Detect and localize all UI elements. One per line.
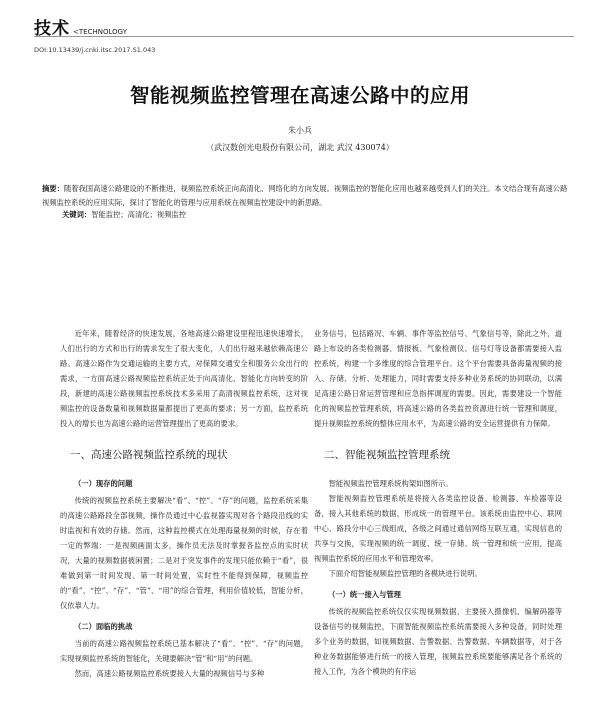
paragraph: 下面介绍智能视频监控管理的各模块进行说明。 [328, 569, 482, 578]
paragraph: 传统的视频监控系统仅仅实现视频数据、主要接入摄像机、编解码器等设备信号的视频监控，下面智能视频监控系统需要接入多种设备，同时处理多个业务的数据，如视频数据、告警数据、告警数据、车辆数据等，对于各种业务数据能够进行统一的接入管理，视频监控系统要能够满足各个系统的接入工作，为各个模块的有序运 [314, 607, 562, 676]
left-column [60, 326, 308, 681]
keywords-label: 关键词： [62, 210, 92, 219]
abstract-label: 摘要： [42, 184, 64, 193]
subsection-heading-1-2: （二）面临的挑战 [74, 622, 133, 631]
doi: DOI:10.13439/j.cnki.itsc.2017.S1.043 [34, 46, 156, 54]
subsection-heading-2-1: （一）统一接入与管理 [328, 590, 401, 599]
journal-brand: 技术 [34, 19, 70, 39]
paragraph: 智能视频监控管理系统是将接入各类监控设备、检测器、车检器等设备，接入其他系统的数据，形成统一的管理平台。该系统由监控中心、联网中心、路段分中心三级组成，各级之间通过通信网络互联互通，实现信息的共享与交换，实现视频的统一调度、统一存储、统一管理和统一应用，提高视频监控系统的应用水平和管理效率。 [314, 494, 562, 563]
affiliation: （武汉数创光电股份有限公司，湖北 武汉 430074） [206, 143, 394, 152]
paragraph: 当前的高速公路视频监控系统已基本解决了“看”、“控”、“存”的问题，实现视频监控系统的智能化，关键要解决“管”和“用”的问题。 [60, 639, 308, 663]
section-heading-2: 二、智能视频监控管理系统 [324, 449, 450, 461]
keywords [62, 210, 562, 220]
abstract [42, 182, 572, 210]
paragraph: 智能视频监控管理系统构架如图所示。 [328, 479, 453, 488]
keywords-text: 智能监控；高清化；视频监控 [91, 210, 187, 219]
section-heading-1: 一、高速公路视频监控系统的现状 [70, 449, 228, 461]
author: 朱小兵 [288, 126, 312, 135]
article-title: 智能视频监控管理在高速公路中的应用 [129, 84, 470, 107]
paragraph: 然而，高速公路视频监控系统要接入大量的视频信号与多种 [74, 669, 265, 678]
journal-brand-sub: <TECHNOLOGY [73, 28, 127, 36]
subsection-heading-1-1: （一）现存的问题 [74, 479, 133, 488]
header-rule [34, 36, 574, 37]
paragraph: 业务信号，包括路况、车辆、事件等监控信号、气象信号等，除此之外，道路上布设的各类检测器、情报板、气象检测仪、信号灯等设备都需要接入监控系统，构建一个多维度的综合管理平台。这个平台需要具备海量视频的接入、存储、分析、处理能力，同时需要支持多种业务系统的协同联动，以满足高速公路日常运营管理和应急指挥调度的需要。因此，需要建设一个智能化的视频监控管理系统，将高速公路的各类监控资源进行统一管理和调度，提升视频监控系统的整体应用水平，为高速公路的安全运营提供有力保障。 [314, 329, 562, 428]
abstract-text: 随着我国高速公路建设的不断推进，视频监控系统正向高清化、网络化的方向发展。视频监控的智能化应用也越来越受到人们的关注。本文结合现有高速公路视频监控系统的应用实际，探讨了智能化的管理与应用系统在视频监控建设中的新思路。 [42, 184, 568, 207]
paragraph: 传统的视频监控系统主要解决“看”、“控”、“存”的问题，监控系统采集的高速公路路段全部视频，操作员通过中心监视器实现对各个路段沿线的实时监视和有效的存储。然而，这种监控模式在处理海量视频的时候，存在着一定的弊端：一是视频画面太多，操作员无法及时掌握各监控点的实时状况，大量的视频数据被闲置；二是对于突发事件的发现只能依赖于“看”，很难做到第一时间发现、第一时间处置，实时性不能得到保障，视频监控的“看”、“控”、“存”、“管”、“用”的综合管理，利用价值较低，智能分析，仅依靠人力。 [60, 496, 308, 610]
right-column [314, 326, 562, 679]
intro-paragraph: 近年来，随着经济的快速发展，各地高速公路建设里程迅速快速增长，人们出行的方式和出行的需求发生了很大变化，人们出行越来越依赖高速公路。高速公路作为交通运输的主要方式，对保障交通安全和服务公众出行的需求，一方面高速公路视频监控系统正处于向高清化、智能化方向转变的阶段，新建的高速公路视频监控系统技术多采用了高清视频监控系统，这对视频监控的设备数量和视频数据量都提出了更高的要求；另一方面，监控系统投入的增长也为高速公路的运营管理提出了更高的要求。 [60, 329, 308, 428]
